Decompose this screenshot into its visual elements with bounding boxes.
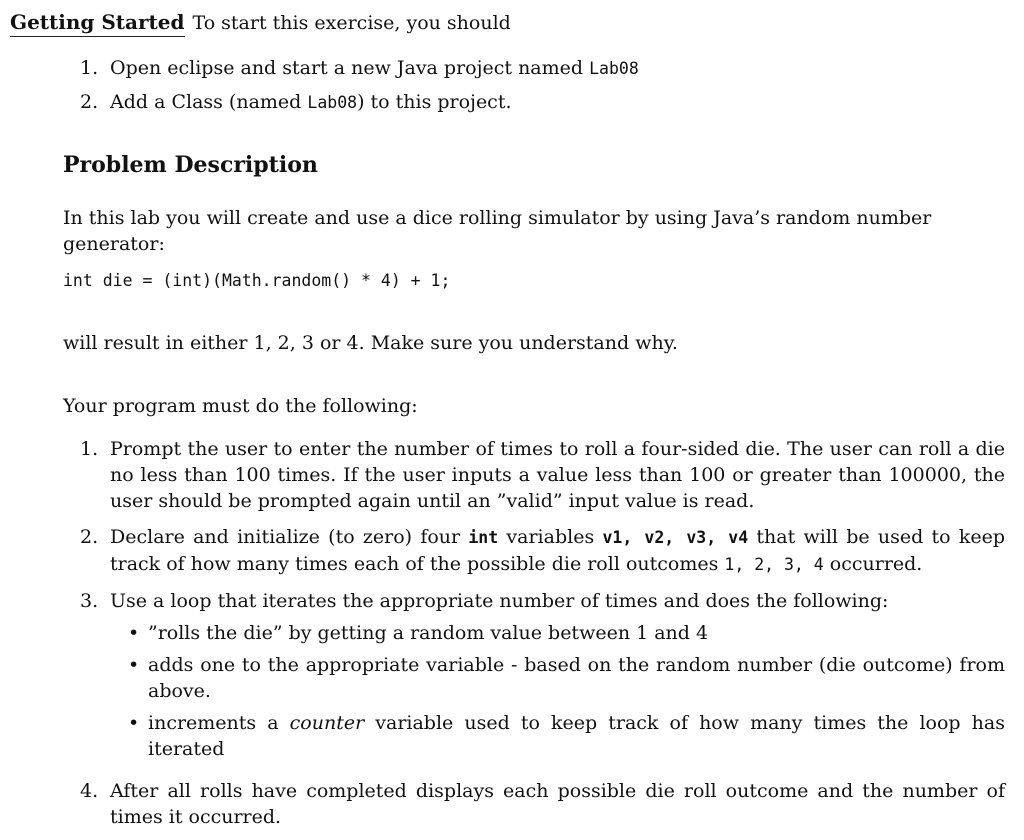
getting-started-title: Getting Started [10,10,185,37]
req-text-part: occurred. [823,553,923,575]
requirement-3 [80,588,1005,768]
intro-paragraph: In this lab you will create and use a dice rolling simulator by using Java’s random number generator: [63,207,932,255]
step-number: 1. [80,57,99,79]
must-paragraph: Your program must do the following: [63,395,418,417]
bullet-text-pre: increments a [148,712,290,734]
code-snippet: int die = (int)(Math.random() * 4) + 1; [63,271,451,290]
loop-steps-list [110,620,1005,762]
step-code: Lab08 [307,93,358,112]
requirement-number: 3. [80,590,99,612]
bullet-text-em: counter [289,712,365,734]
requirement-number: 1. [80,438,99,460]
bullet-text [148,710,1005,762]
bullet-text: adds one to the appropriate variable - based on the random number (die outcome) from above. [148,654,1005,702]
requirement-text: Prompt the user to enter the number of times to roll a four-sided die. The user can roll a die no less than 100 times. If the user inputs a value less than 100 or greater than 100000, the user should be prompted again until an ”valid” input value is read. [110,438,1005,512]
setup-steps-list [80,55,980,123]
requirement-number: 2. [80,526,99,548]
bullet-text: ”rolls the die” by getting a random value between 1 and 4 [148,622,709,644]
req-code-outcomes: 1, 2, 3, 4 [724,555,824,574]
requirement-4 [80,778,1005,830]
why-paragraph: will result in either 1, 2, 3 or 4. Make sure you understand why. [63,332,678,354]
getting-started-lead: To start this exercise, you should [192,12,511,34]
loop-step-2 [110,652,1005,704]
bullet-text-post: variable used to keep track of how many times the loop has iterated [148,712,1005,760]
step-text: Open eclipse and start a new Java project named [110,57,590,79]
requirement-text: After all rolls have completed displays each possible die roll outcome and the number of times it occurred. [110,780,1005,828]
setup-step-2 [80,89,980,123]
step-text-after: ) to this project. [357,91,512,113]
loop-step-1 [110,620,1005,646]
req-text-part: Declare and initialize (to zero) four [110,526,469,548]
bullet-dot: • [128,712,140,734]
requirement-2 [80,524,1005,578]
step-text: Add a Class (named [110,91,308,113]
requirement-1 [80,436,1005,514]
requirement-text [110,524,1005,578]
bullet-dot: • [128,622,140,644]
step-number: 2. [80,91,99,113]
problem-description-heading: Problem Description [63,152,318,178]
step-code: Lab08 [589,59,639,78]
bullet-dot: • [128,654,140,676]
req-text-part: that will be used to keep track of how many times each of the possible die roll outcomes [110,526,1005,575]
setup-step-1 [80,55,980,89]
req-text-part: variables [498,526,603,548]
loop-step-3 [110,710,1005,762]
requirement-text [110,588,1005,768]
getting-started-line [10,9,1010,36]
req-code-vars: v1, v2, v3, v4 [602,528,749,547]
requirements-list [80,436,1005,840]
requirement-number: 4. [80,780,99,802]
req-code-int: int [468,528,499,547]
requirement-lead: Use a loop that iterates the appropriate number of times and does the following: [110,590,889,612]
